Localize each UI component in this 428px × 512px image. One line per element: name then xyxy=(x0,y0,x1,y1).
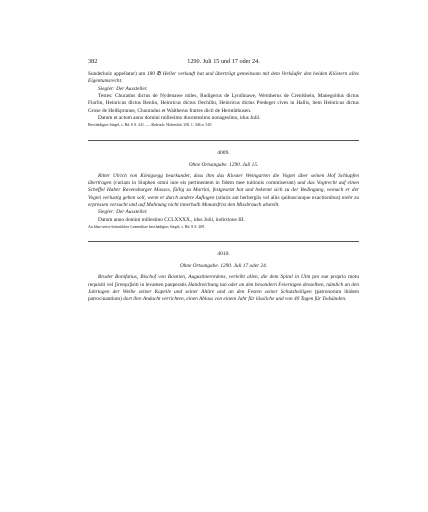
running-head xyxy=(88,56,359,68)
witnesses-paragraph: Testes: Churadus dictus de Nydenawe miles, Rudigerus de Lyndinawe, Wernherus de Crenlshein, Manegoldus dictus Fiurlin, Heinricus dictus Renlin, Heinricus dictus Oechilin, Heinricus dictus Predeger cives in Hallis, item Heinricus dictus Grose de Heilkprunne, Chunradus et Waltherus fratres dicti de Hermûthusen. xyxy=(88,93,359,114)
regest-paragraph: Bruder Bonifatius, Bischof von Bosnien, Augustinerordens, verleiht allen, die dem Spital in Ulm pro sue proprio motu requisiti vel [irrequ]isiti in levamen pauperatis Handreichung tun oder an den besondern Feiertagen desselben, nämlich an den Jahrtagen der Weihe seiner Kapelle und seiner Altäre und an den Festen seiner Schutzheiligen (patronorum ibidem patrocinantium) dort ihre Andacht verrichten, einen Ablass von einem Jahr für lässliche und von 40 Tagen für Todsünden. xyxy=(88,274,360,303)
text-block xyxy=(88,56,359,304)
regest-paragraph: Ritter Ulrich von Königsegg beurkundet, dass ihm das Kloster Weingarten die Vogtei über seinen Hof Schlupfen übertragen (curiam in Sluphen omni iure eis pertinentem in fidem mee tuitionis commiserunt) und das Vogtrecht auf einen Scheffel Haber Ravensburger Masses, fällig zu Martini, festgesetzt hat und bekennt sich zu der Bedingung, wonach er der Vogtei verlustig gehen soll, wenn er durch andere Auflagen (stiuris aut herbergiis vel aliis quibuscunque exactionibus) mehr zu erpressen versucht und auf Mahnung nicht innerhalb Monatsfrist den Missbrauch abstellt. xyxy=(88,172,359,208)
document-number: 4009. xyxy=(217,149,230,156)
sealer-line: Siegler: Der Aussteller. xyxy=(98,85,148,92)
dating-clause: Datum et actum anno domini millesimo ducentesimo nonagesimo, idus Julii. xyxy=(98,115,261,122)
sale-text-italic: 180 ℔ Heller verkauft hat und überträgt gemeinsam mit dem Verkäufer den beiden Klöstern alles Eigentumsrecht. xyxy=(88,71,359,85)
page-number: 382 xyxy=(88,58,98,65)
sealer-line: Siegler: Der Aussteller. xyxy=(98,209,148,216)
document-number: 4010. xyxy=(217,251,230,258)
editorial-note: An blau-weiss-bräunlicher Leinenlitze beschädigtes Siegel, s. Bd. 8 S. 209. xyxy=(88,225,206,230)
document-date-place: Ohne Ortsangabe. 1290. Juli 17 oder 24. xyxy=(179,263,268,270)
paragraph-sale xyxy=(88,71,359,86)
sale-text: Sunderholz appellatur) um xyxy=(88,71,147,77)
document-date-place: Ohne Ortsangabe. 1290. Juli 15. xyxy=(188,161,259,168)
dating-clause: Datum anno domini millesimo CCLXXXX., idus Julii, indictione III. xyxy=(98,216,245,223)
running-title: 1290. Juli 15 und 17 oder 24. xyxy=(187,58,260,65)
editorial-note: Beschädigtes Siegel, s. Bd. 6 S. 241. — Abdruck: Hohenloh. UB. 1, 346 n. 510. xyxy=(88,123,213,128)
